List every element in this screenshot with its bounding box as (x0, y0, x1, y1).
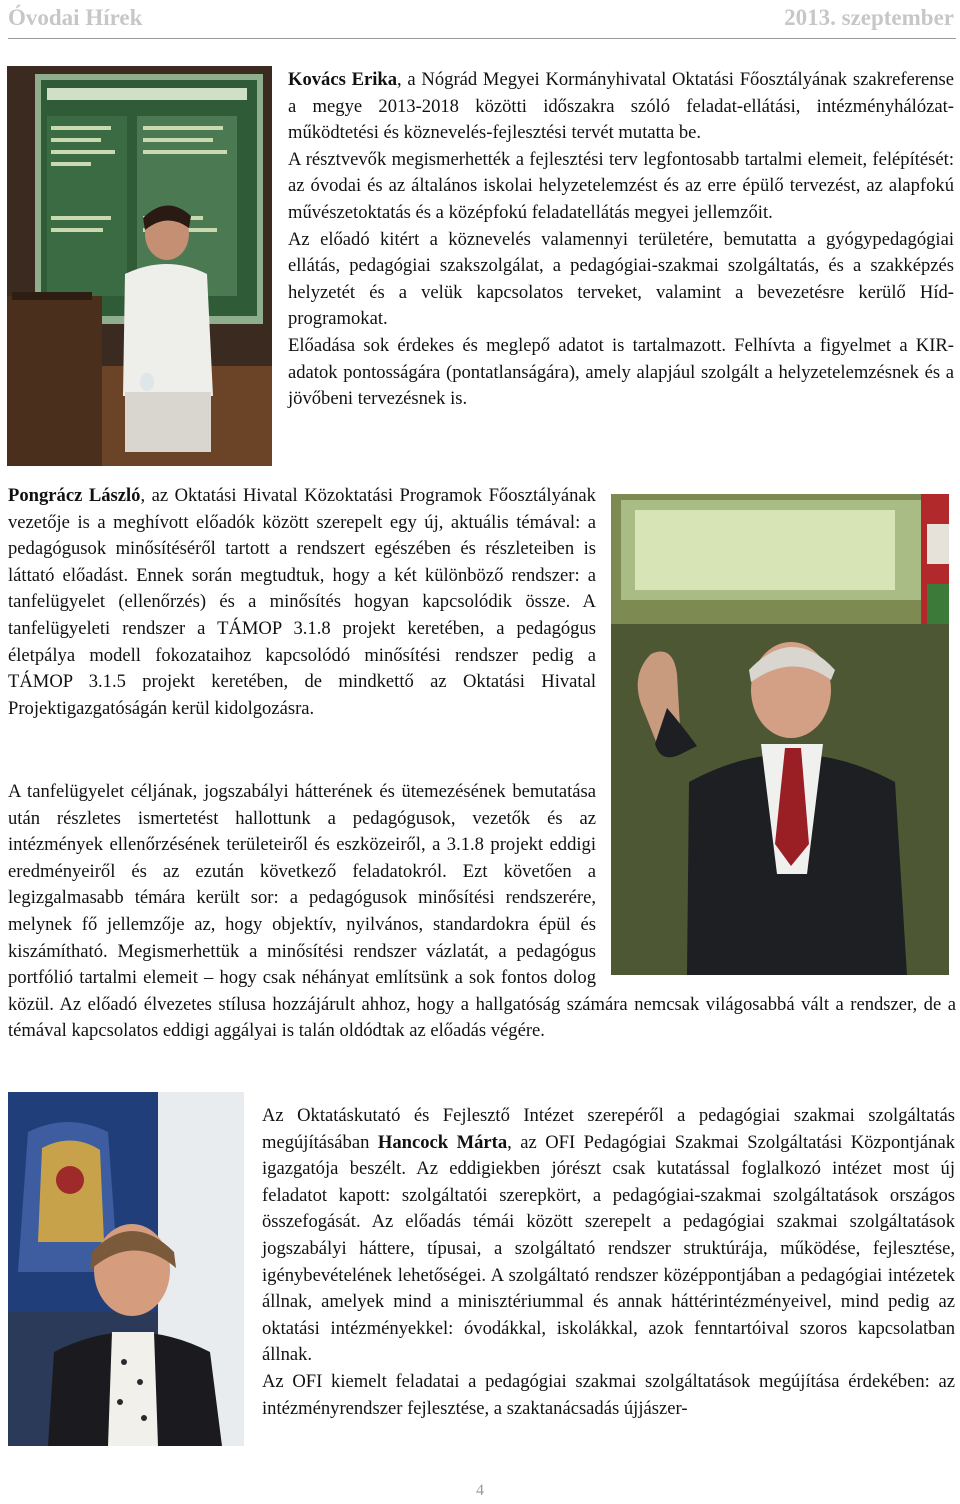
speaker-name: Kovács Erika (288, 69, 398, 90)
paragraph: Pongrácz László, az Oktatási Hivatal Közoktatási Programok Főosztályának vezetője is a meghívott előadók között szerepelt egy új, aktuális témával: a pedagógusok minősítéséről tartott a rendszert egészében és részleteiben is láttató előadást. Ennek során megtudtuk, hogy a két különböző rendszer: a tanfelügyelet (ellenőrzés) és a minősítés hogyan kapcsolódik össze. A tanfelügyeleti rendszer a TÁMOP 3.1.8 projekt keretében, a pedagógus életpálya modell fokozataihoz kapcsolódó minősítési rendszer pedig a TÁMOP 3.1.5 projekt keretében, de mindkettő az Oktatási Hivatal Projektigazgatóságán kerül kidolgozásra. (8, 485, 596, 719)
speaker-name: Hancock Márta (377, 1131, 508, 1153)
paragraph: Az Oktatáskutató és Fejlesztő Intézet szerepéről a pedagógiai szakmai szolgáltatás megújításában Hancock Márta, az OFI Pedagógiai Szakmai Szolgáltatási Központjának igazgatója beszélt. Az eddigiekben jórészt csak kutatással foglalkozó intézet most új feladatot kapott: szolgáltatói szerepkört, a pedagógiai-szakmai szolgáltatások országos összefogását. Az előadás témái között szerepelt a pedagógiai szakmai szolgáltatások jogszabályi háttere, típusai, a szolgáltató rendszer struktúrája, működése, fejlesztése, igénybevételének lehetőségei. A szolgáltató rendszer középpontjában a pedagógiai intézetek állnak, amelyek mind a minisztériummal és annak háttérintézményeivel, mind pedig az oktatási intézményekkel: óvodákkal, iskolákkal, azok fenntartóival szoros kapcsolatban állnak. (262, 1105, 955, 1366)
section-pongracz-laszlo-top (8, 483, 596, 722)
page-header (8, 4, 956, 39)
section-kovacs-erika (288, 67, 954, 413)
newsletter-title: Óvodai Hírek (8, 5, 143, 30)
paragraph: A résztvevők megismerhették a fejlesztési terv legfontosabb tartalmi elemeit, felépítését: az óvodai és az általános iskolai helyzetelemzést és az erre épülő tervezést, az alapfokú művészetoktatás és a középfokú feladatellátás megyei jellemzőit. (288, 148, 954, 223)
photo-hancock-marta (8, 1092, 244, 1446)
paragraph: Előadása sok érdekes és meglepő adatot is tartalmazott. Felhívta a figyelmet a KIR-adatok pontosságára (pontatlanságára), amely alapjául szolgált a helyzetelemzésnek és a jövőbeni tervezésnek is. (288, 334, 954, 410)
paragraph: Az OFI kiemelt feladatai a pedagógiai szakmai szolgáltatások megújítása érdekében: az intézményrendszer fejlesztése, a szaktanácsadás újjászer- (262, 1370, 955, 1419)
section-pongracz-laszlo-bottom (8, 779, 956, 1045)
paragraph: A tanfelügyelet céljának, jogszabályi hátterének és ütemezésének bemutatása után részletes ismertetést hallottunk a pedagógusok, vezetők és az intézmények ellenőrzésének területeiről és eszközeiről, a 3.1.8 projekt eddigi eredményeiről és az ezután következő feladatokról. Ezt követően a legizgalmasabb témára került sor: a pedagógusok minősítési rendszerére, melynek fő jellemzője az, hogy objektív, nyilvános, standardokra épül és kiszámítható. Megismerhettük a minősítési rendszer vázlatát, a pedagógus portfólió tartalmi elemeit – hogy csak néhányat említsünk a sok fontos dolog közül. Az előadó élvezetes stílusa hozzájárult ahhoz, hogy a hallgatóság számára nemcsak világosabbá vált a rendszer, de a témával kapcsolatos eddigi aggályai is talán oldódtak az előadás végére. (8, 781, 956, 1042)
page-number: 4 (476, 1482, 484, 1499)
issue-date: 2013. szeptember (784, 5, 954, 30)
paragraph: Kovács Erika, a Nógrád Megyei Kormányhivatal Oktatási Főosztályának szakreferense a megye 2013-2018 közötti időszakra szóló feladat-ellátási, intézményhálózat-működtetési és köznevelés-fejlesztési tervét mutatta be. (288, 69, 954, 144)
paragraph: Az előadó kitért a köznevelés valamennyi területére, bemutatta a gyógypedagógiai ellátás, pedagógiai szakszolgálat, a pedagógiai-szakmai szolgáltatás, és a szakképzés helyzetét és a velük kapcsolatos terveket, valamint a bevezetésre kerülő Híd-programokat. (288, 228, 954, 330)
photo-kovacs-erika (7, 66, 272, 466)
section-hancock-marta (262, 1103, 955, 1422)
speaker-name: Pongrácz László (8, 485, 141, 506)
